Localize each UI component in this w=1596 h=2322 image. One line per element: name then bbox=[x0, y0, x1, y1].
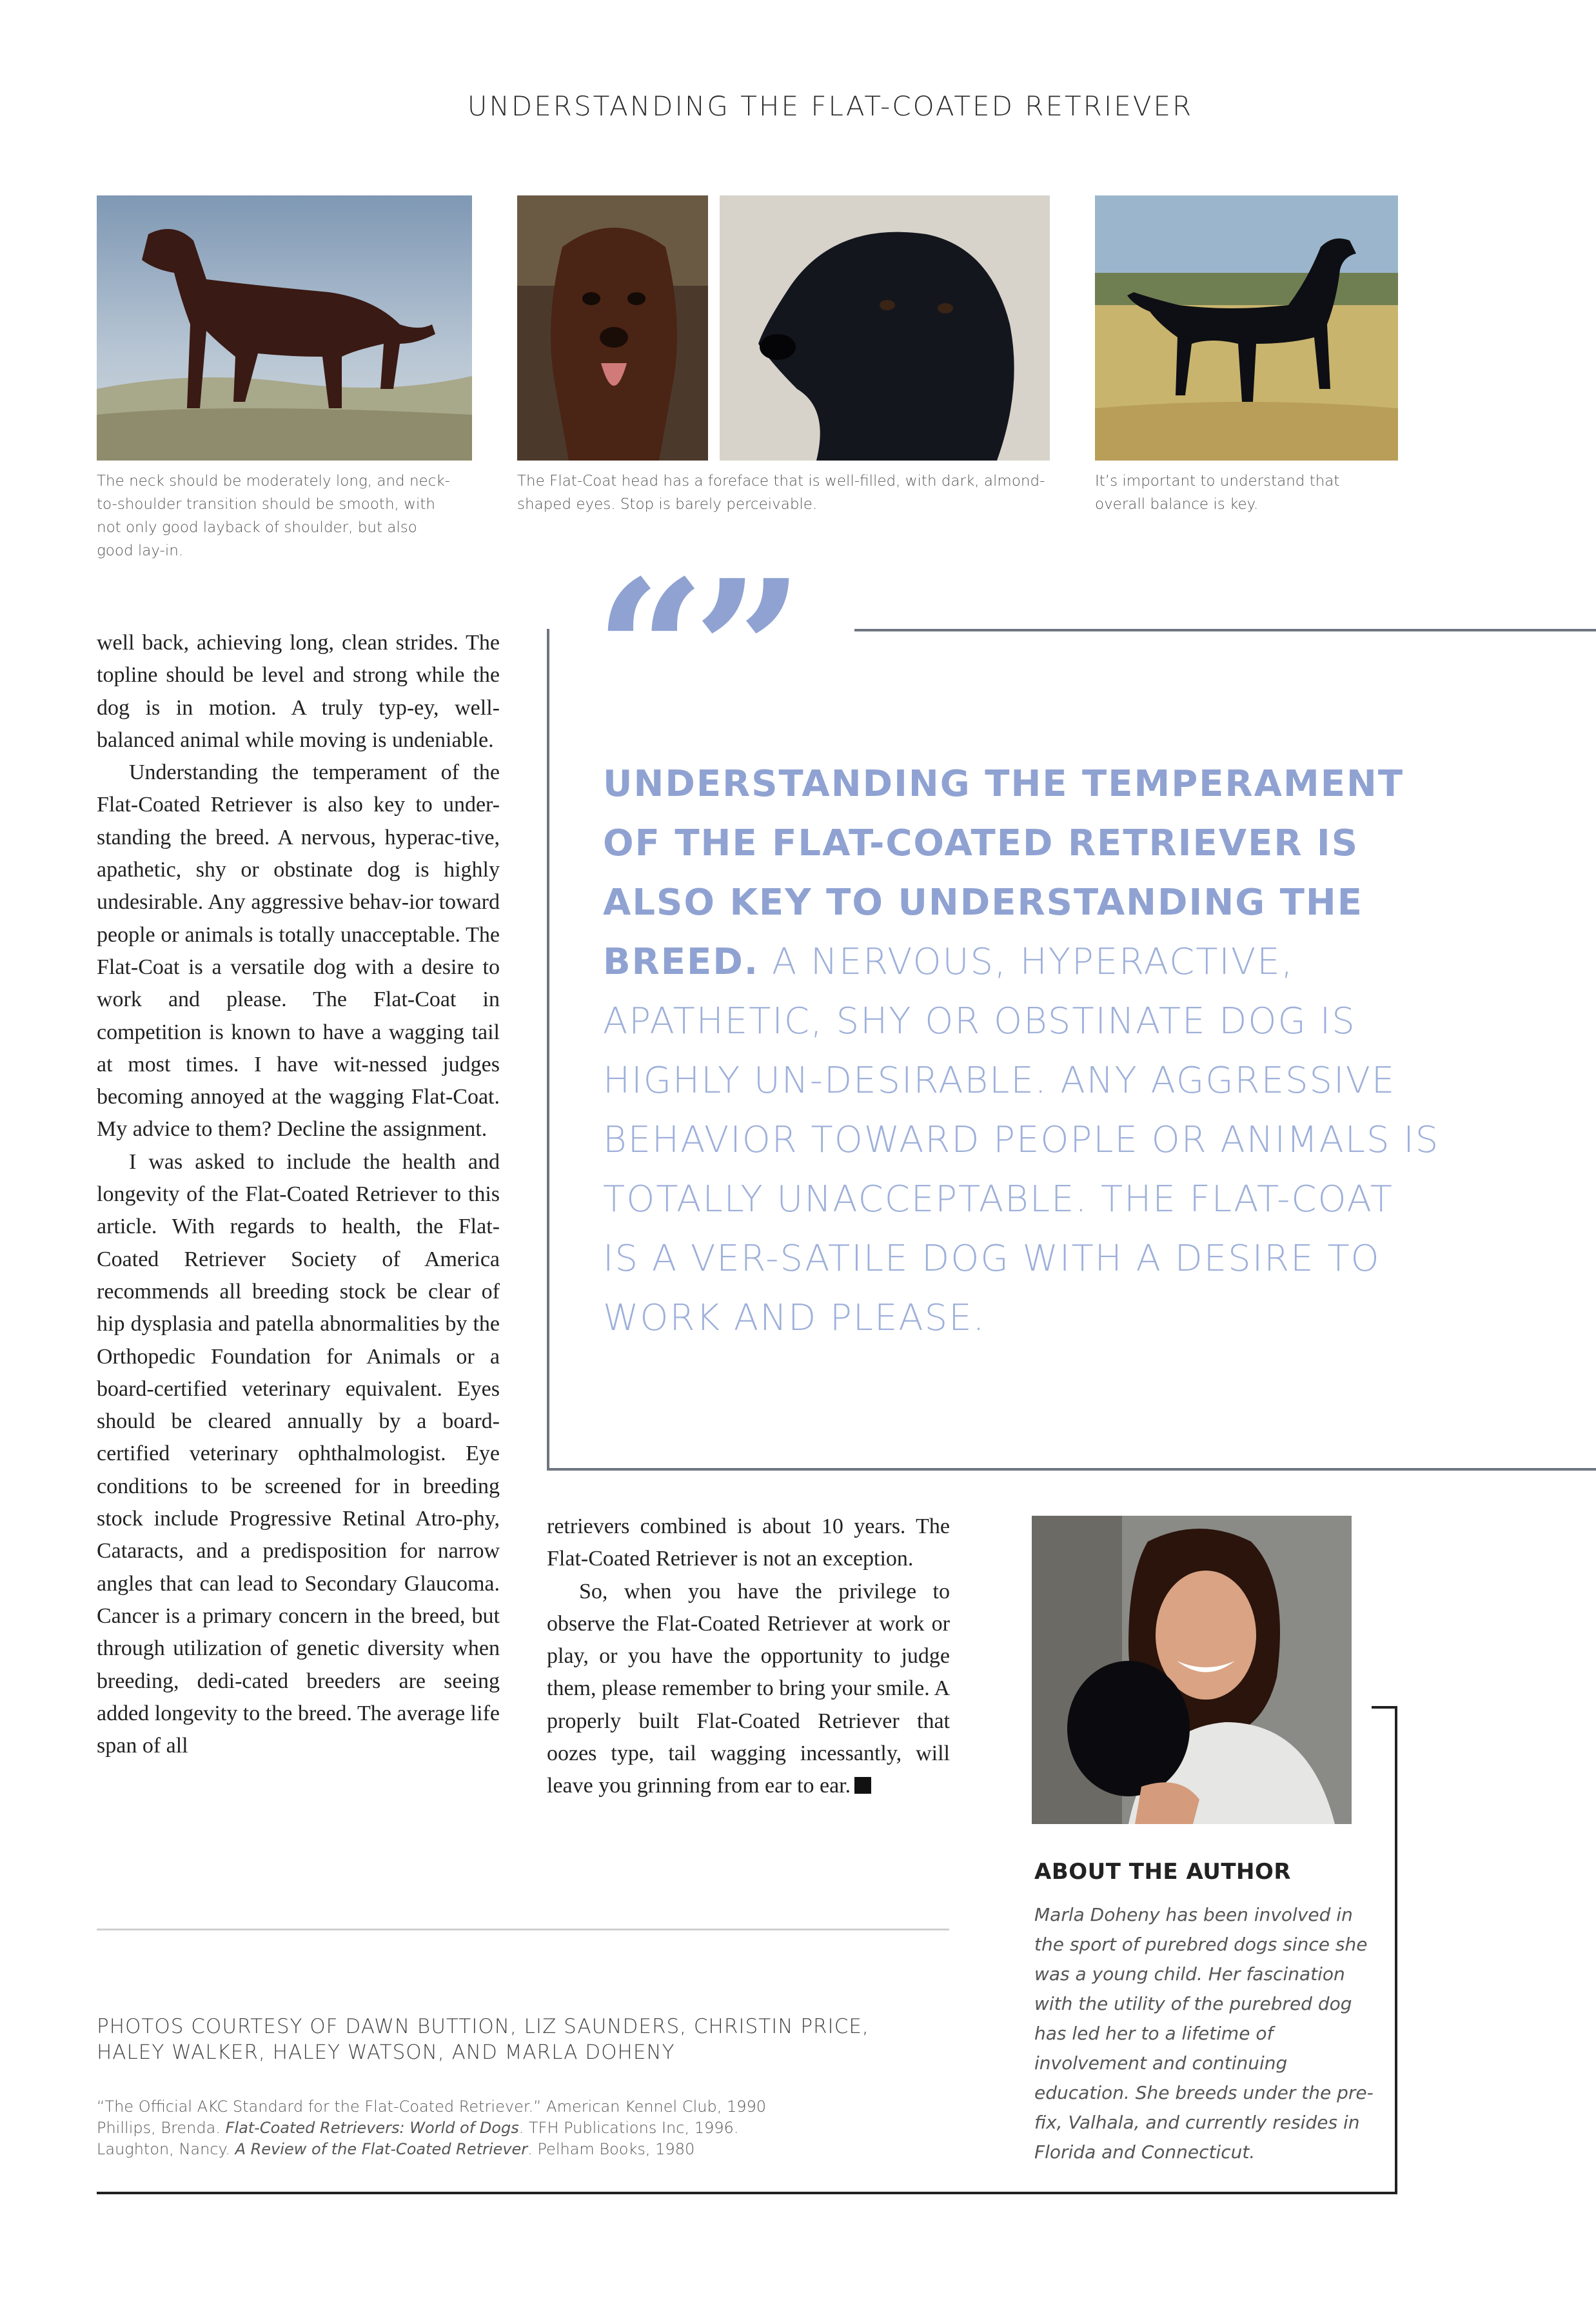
reference-item bbox=[97, 2139, 948, 2160]
paragraph: well back, achieving long, clean strides. The topline should be level and strong while the dog is in motion. A truly typ-ey, well-balanced animal while moving is undeniable. bbox=[97, 631, 500, 752]
reference-publisher: . Pelham Books, 1980 bbox=[527, 2140, 695, 2158]
pull-quote-body: A NERVOUS, HYPERACTIVE, APATHETIC, SHY OR OBSTINATE DOG IS HIGHLY UN-DESIRABLE. ANY AGGRESSIVE BEHAVIOR TOWARD PEOPLE OR ANIMALS IS TOTALLY UNACCEPTABLE. THE FLAT-COAT IS A VER-SATILE DOG WITH A DESIRE TO WORK AND PLEASE. bbox=[603, 941, 1440, 1339]
photo-dog-standing-hill bbox=[97, 195, 472, 461]
reference-author: Phillips, Brenda. bbox=[97, 2119, 226, 2137]
reference-item: “The Official AKC Standard for the Flat-Coated Retriever.” American Kennel Club, 1990 bbox=[97, 2098, 767, 2116]
article-column-middle bbox=[547, 1511, 950, 1803]
about-author-heading: ABOUT THE AUTHOR bbox=[1034, 1859, 1292, 1885]
photo-caption: It’s important to understand that overall balance is key. bbox=[1095, 473, 1340, 513]
photo-caption: The neck should be moderately long, and neck-to-shoulder transition should be smooth, with not only good layback of shoulder, but also good lay-in. bbox=[97, 473, 450, 559]
photo-black-flatcoat-head bbox=[720, 195, 1050, 461]
quote-marks-icon: “” bbox=[595, 537, 792, 765]
pull-quote-emphasis: UNDERSTANDING THE TEMPERAMENT OF THE FLAT-COATED RETRIEVER IS ALSO KEY TO UNDERSTANDING THE BREED. bbox=[603, 763, 1404, 983]
paragraph: retrievers combined is about 10 years. The Flat-Coated Retriever is not an exception. bbox=[547, 1514, 950, 1571]
reference-title: Flat-Coated Retrievers: World of Dogs bbox=[225, 2119, 519, 2137]
end-mark-icon bbox=[854, 1777, 871, 1794]
pull-quote bbox=[603, 755, 1441, 1348]
references bbox=[97, 2096, 948, 2160]
photo-brown-flatcoat-head bbox=[517, 195, 708, 461]
divider bbox=[854, 629, 1596, 631]
page-title: UNDERSTANDING THE FLAT-COATED RETRIEVER bbox=[467, 90, 1194, 122]
paragraph bbox=[547, 1576, 950, 1803]
photo-caption: The Flat-Coat head has a foreface that is well-filled, with dark, almond-shaped eyes. Stop is barely perceivable. bbox=[517, 473, 1045, 513]
divider bbox=[1395, 1706, 1397, 2193]
about-author-bio: Marla Doheny has been involved in the sport of purebred dogs since she was a young child. Her fascination with the utility of the purebred dog has led her to a lifetime of involvement and continuing education. She breeds under the pre-fix, Valhala, and currently resides in Florida and Connecticut. bbox=[1034, 1904, 1374, 2163]
divider bbox=[97, 2192, 1397, 2194]
paragraph: Understanding the temperament of the Flat-Coated Retriever is also key to under-standing the breed. A nervous, hyperac-tive, apathetic, shy or obstinate dog is highly undesirable. Any aggressive behav-ior toward people or animals is totally unacceptable. The Flat-Coat is a versatile dog with a desire to work and please. The Flat-Coat in competition is known to have a wagging tail at most times. I have wit-nessed judges becoming annoyed at the wagging Flat-Coat. My advice to them? Decline the assignment. bbox=[97, 760, 500, 1142]
reference-author: Laughton, Nancy. bbox=[97, 2140, 235, 2158]
reference-item bbox=[97, 2118, 948, 2139]
reference-publisher: . TFH Publications Inc, 1996. bbox=[518, 2119, 739, 2137]
photo-credits: PHOTOS COURTESY OF DAWN BUTTION, LIZ SAUNDERS, CHRISTIN PRICE, HALEY WALKER, HALEY WATSON, AND MARLA DOHENY bbox=[97, 2015, 869, 2064]
paragraph-text: So, when you have the privilege to observe the Flat-Coated Retriever at work or play, or you have the opportunity to judge them, please remember to bring your smile. A properly built Flat-Coated Retriever that oozes type, tail wagging incessantly, will leave you grinning from ear to ear. bbox=[547, 1579, 950, 1798]
paragraph: I was asked to include the health and longevity of the Flat-Coated Retriever to this article. With regards to health, the Flat-Coated Retriever Society of America recommends all breeding stock be clear of hip dysplasia and patella abnormalities by the Orthopedic Foundation for Animals or a board-certified veterinary equivalent. Eyes should be cleared annually by a board-certified veterinary ophthalmologist. Eye conditions to be screened for in breeding stock include Progressive Retinal Atro-phy, Cataracts, and a predisposition for narrow angles that can lead to Secondary Glaucoma. Cancer is a primary concern in the breed, but through utilization of genetic diversity when breeding, dedi-cated breeders are seeing added longevity to the breed. The average life span of all bbox=[97, 1149, 500, 1758]
divider bbox=[1372, 1706, 1397, 1709]
divider bbox=[97, 1929, 949, 1930]
photo-black-flatcoat-field bbox=[1095, 195, 1398, 461]
author-photo bbox=[1032, 1516, 1352, 1824]
article-column-left bbox=[97, 627, 500, 1762]
reference-title: A Review of the Flat-Coated Retriever bbox=[235, 2140, 528, 2158]
